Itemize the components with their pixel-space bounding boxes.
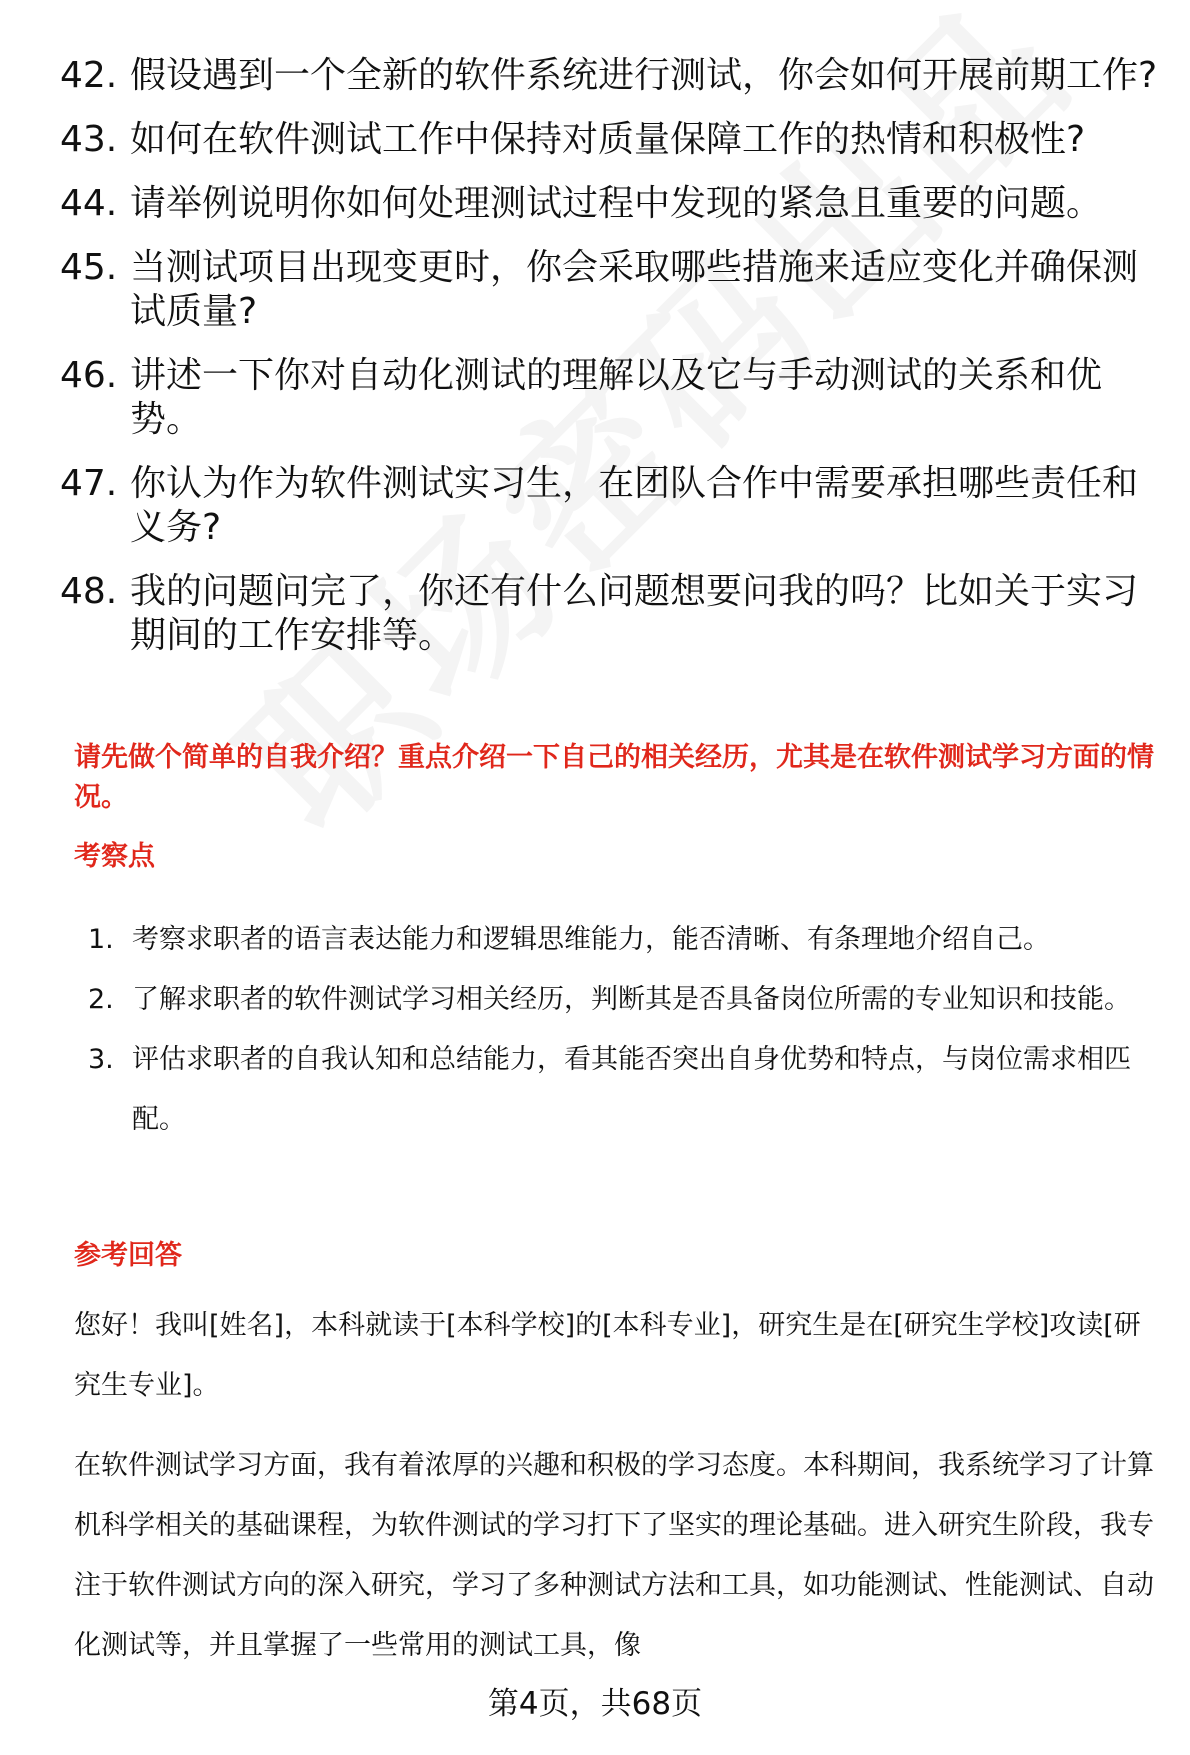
section-title: 请先做个简单的自我介绍？重点介绍一下自己的相关经历，尤其是在软件测试学习方面的情况。 (74, 742, 1154, 813)
question-number: 45. (60, 247, 118, 288)
question-item (60, 354, 1160, 442)
question-item (60, 182, 1160, 226)
answer-paragraph: 您好！我叫[姓名]，本科就读于[本科学校]的[本科专业]，研究生是在[研究生学校]攻读[研究生专业]。 (74, 1310, 1141, 1401)
answer-paragraph: 在软件测试学习方面，我有着浓厚的兴趣和积极的学习态度。本科期间，我系统学习了计算机科学相关的基础课程，为软件测试的学习打下了坚实的理论基础。进入研究生阶段，我专注于软件测试方向的深入研究，学习了多种测试方法和工具，如功能测试、性能测试、自动化测试等，并且掌握了一些常用的测试工具，像 (74, 1450, 1154, 1661)
examine-points-label: 考察点 (74, 841, 155, 872)
examine-point (88, 910, 1158, 970)
question-number: 42. (60, 55, 118, 96)
examine-point (88, 970, 1158, 1030)
question-item (60, 462, 1160, 550)
examine-point-text: 考察求职者的语言表达能力和逻辑思维能力，能否清晰、有条理地介绍自己。 (132, 924, 1050, 955)
examine-point-text: 评估求职者的自我认知和总结能力，看其能否突出自身优势和特点，与岗位需求相匹配。 (132, 1044, 1131, 1135)
examine-point-text: 了解求职者的软件测试学习相关经历，判断其是否具备岗位所需的专业知识和技能。 (132, 984, 1131, 1015)
question-item (60, 570, 1160, 658)
question-text: 当测试项目出现变更时，你会采取哪些措施来适应变化并确保测试质量? (130, 247, 1139, 332)
examine-point-number: 1. (88, 924, 114, 955)
question-item (60, 118, 1160, 162)
question-item (60, 54, 1160, 98)
question-number: 48. (60, 571, 118, 612)
examine-points-list (88, 910, 1158, 1150)
question-text: 请举例说明你如何处理测试过程中发现的紧急且重要的问题。 (130, 183, 1103, 224)
question-number: 44. (60, 183, 118, 224)
question-text: 你认为作为软件测试实习生，在团队合作中需要承担哪些责任和义务? (130, 463, 1139, 548)
question-text: 假设遇到一个全新的软件系统进行测试，你会如何开展前期工作? (130, 55, 1158, 96)
question-text: 我的问题问完了，你还有什么问题想要问我的吗？比如关于实习期间的工作安排等。 (130, 571, 1139, 656)
examine-point-number: 2. (88, 984, 114, 1015)
examine-point (88, 1030, 1158, 1150)
question-list (60, 54, 1160, 678)
question-item (60, 246, 1160, 334)
reference-answer-label: 参考回答 (74, 1240, 182, 1271)
examine-point-number: 3. (88, 1044, 114, 1075)
question-text: 如何在软件测试工作中保持对质量保障工作的热情和积极性? (130, 119, 1086, 160)
question-number: 43. (60, 119, 118, 160)
question-number: 47. (60, 463, 118, 504)
question-text: 讲述一下你对自动化测试的理解以及它与手动测试的关系和优势。 (130, 355, 1103, 440)
page-footer: 第4页，共68页 (487, 1686, 703, 1722)
question-number: 46. (60, 355, 118, 396)
